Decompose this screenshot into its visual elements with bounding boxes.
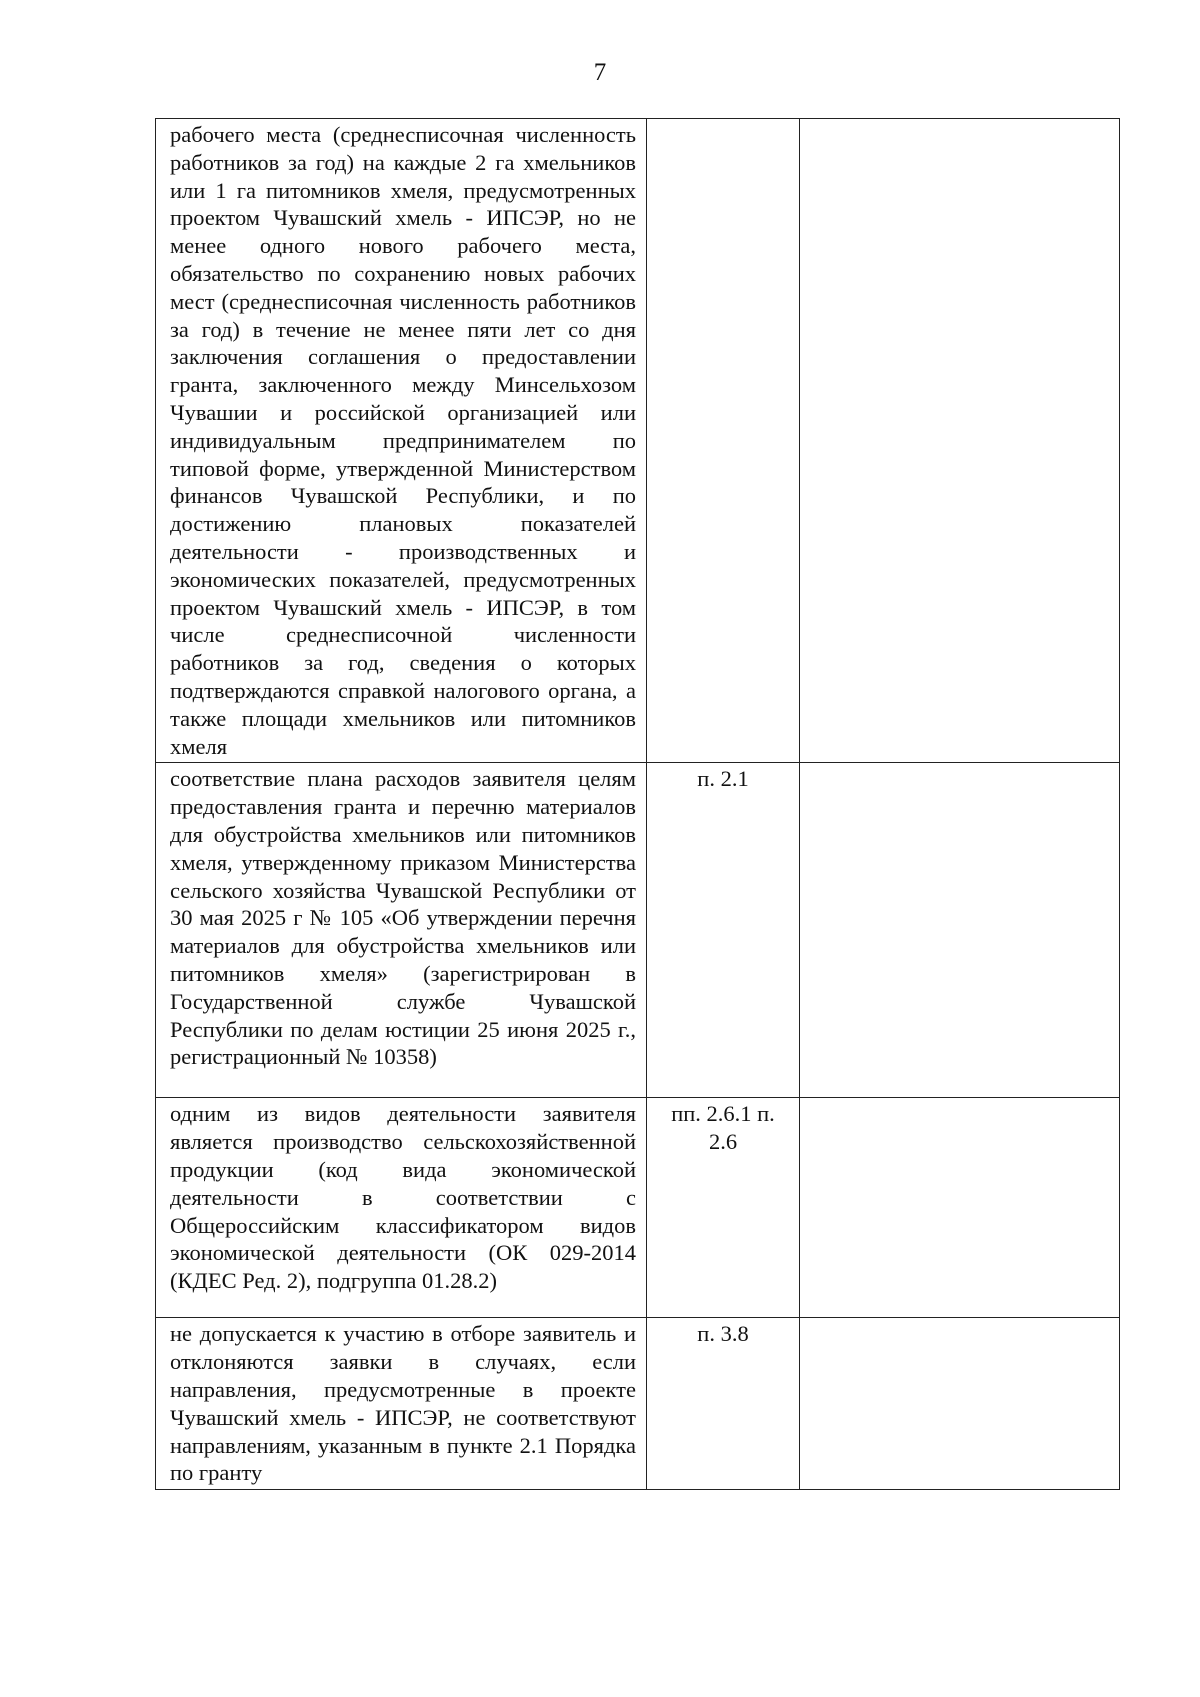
reference-text: п. 3.8 [697, 1321, 749, 1347]
criterion-cell [156, 1318, 647, 1490]
reference-text: пп. 2.6.1 п. 2.6 [671, 1101, 775, 1155]
criteria-table [155, 118, 1120, 1490]
reference-cell [647, 1318, 800, 1490]
criterion-cell [156, 763, 647, 1098]
reference-cell [647, 1098, 800, 1318]
note-cell [800, 119, 1120, 763]
criterion-text: соответствие плана расходов заявителя целям предоставления гранта и перечню материалов для обустройства хмельников или питомников хмеля, утвержденному приказом Министерства сельского хозяйства Чувашской Республики от 30 мая 2025 г № 105 «Об утверждении перечня материалов для обустройства хмельников или питомников хмеля» (зарегистрирован в Государственной службе Чувашской Республики по делам юстиции 25 июня 2025 г., регистрационный № 10358) [170, 766, 636, 1070]
criterion-cell [156, 119, 647, 763]
note-cell [800, 1318, 1120, 1490]
reference-text [647, 119, 799, 123]
page-number: 7 [593, 59, 607, 86]
table-row [156, 119, 1120, 763]
note-cell [800, 763, 1120, 1098]
criterion-text: одним из видов деятельности заявителя является производство сельскохозяйственной продукции (код вида экономической деятельности в соответствии с Общероссийским классификатором видов экономической деятельности (ОК 029-2014 (КДЕС Ред. 2), подгруппа 01.28.2) [170, 1101, 636, 1294]
table-row [156, 1318, 1120, 1490]
criterion-text: рабочего места (среднесписочная численность работников за год) на каждые 2 га хмельников или 1 га питомников хмеля, предусмотренных проектом Чувашский хмель - ИПСЭР, но не менее одного нового рабочего места, обязательство по сохранению новых рабочих мест (среднесписочная численность работников за год) в течение не менее пяти лет со дня заключения соглашения о предоставлении гранта, заключенного между Минсельхозом Чувашии и российской организацией или индивидуальным предпринимателем по типовой форме, утвержденной Министерством финансов Чувашской Республики, и по достижению плановых показателей деятельности - производственных и экономических показателей, предусмотренных проектом Чувашский хмель - ИПСЭР, в том числе среднесписочной численности работников за год, сведения о которых подтверждаются справкой налогового органа, а также площади хмельников или питомников хмеля [170, 122, 636, 759]
reference-text: п. 2.1 [697, 766, 749, 792]
reference-cell [647, 119, 800, 763]
criterion-cell [156, 1098, 647, 1318]
note-cell [800, 1098, 1120, 1318]
criterion-text: не допускается к участию в отборе заявитель и отклоняются заявки в случаях, если направления, предусмотренные в проекте Чувашский хмель - ИПСЭР, не соответствуют направлениям, указанным в пункте 2.1 Порядка по гранту [170, 1321, 636, 1486]
reference-cell [647, 763, 800, 1098]
table-row [156, 763, 1120, 1098]
table-row [156, 1098, 1120, 1318]
